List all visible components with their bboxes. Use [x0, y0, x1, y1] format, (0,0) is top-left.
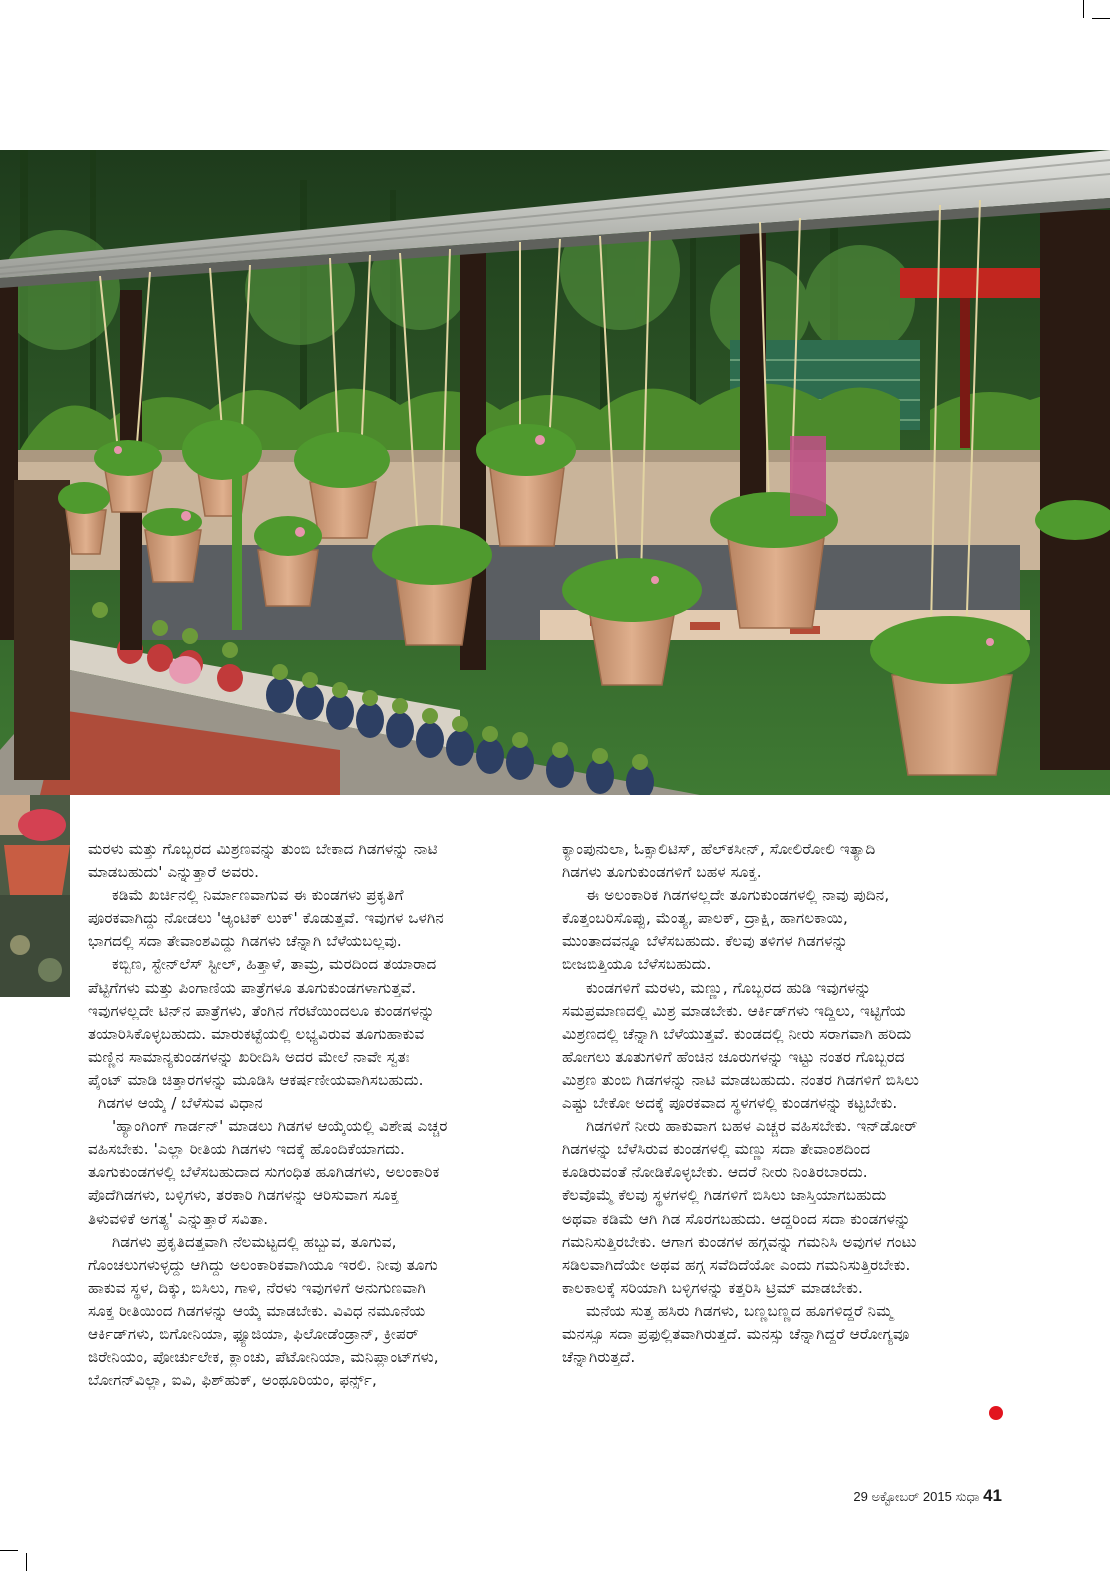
footer-page-number: 41 — [983, 1486, 1002, 1505]
text-line: ಆರ್ಕಿಡ್‌ಗಳು, ಬಿಗೋನಿಯಾ, ಫ್ಯೂಜಿಯಾ, ಫಿಲೋಡೆಂಡ್ರಾನ್, ಕ್ರೀಪರ್ — [88, 1324, 419, 1343]
text-line: ಕೊತ್ತಂಬರಿಸೊಪ್ಪು, ಮೆಂತ್ಯ, ಪಾಲಕ್, ದ್ರಾಕ್ಷಿ, ಹಾಗಲಕಾಯಿ, — [562, 909, 848, 928]
text-line: ಎಷ್ಟು ಬೇಕೋ ಅದಕ್ಕೆ ಪೂರಕವಾದ ಸ್ಥಳಗಳಲ್ಲಿ ಕುಂಡಗಳನ್ನು ಕಟ್ಟಬೇಕು. — [562, 1094, 898, 1113]
photo-strip-left — [0, 795, 70, 997]
text-line: ಬೋಗನ್‌ವಿಲ್ಲಾ, ಐವಿ, ಫಿಶ್‌ಹುಕ್, ಅಂಥೂರಿಯಂ, ಫರ್ನ್ಸ್, — [88, 1371, 377, 1390]
text-line: ತೂಗುಕುಂಡಗಳಲ್ಲಿ ಬೆಳೆಸಬಹುದಾದ ಸುಗಂಧಿತ ಹೂಗಿಡಗಳು, ಅಲಂಕಾರಿಕ — [88, 1163, 440, 1182]
text-line: ಗಿಡಗಳು ಪ್ರಕೃತಿದತ್ತವಾಗಿ ನೆಲಮಟ್ಟದಲ್ಲಿ ಹಬ್ಬುವ, ತೂಗುವ, — [112, 1232, 397, 1251]
article-end-mark — [989, 1406, 1003, 1420]
text-line: ಗಿಡಗಳ ಆಯ್ಕೆ / ಬೆಳೆಸುವ ವಿಧಾನ — [98, 1094, 263, 1113]
text-line: ಜಿರೇನಿಯಂ, ಪೋರ್ಚುಲೇಕ, ಕ್ಲಾಂಚು, ಪೆಟೋನಿಯಾ, ಮನಿಪ್ಲಾಂಟ್‌ಗಳು, — [88, 1348, 439, 1367]
text-line: 'ಹ್ಯಾಂಗಿಂಗ್ ಗಾರ್ಡನ್' ಮಾಡಲು ಗಿಡಗಳ ಆಯ್ಕೆಯಲ್ಲಿ ವಿಶೇಷ ಎಚ್ಚರ — [112, 1117, 448, 1136]
text-line: ಮಿಶ್ರಣ ತುಂಬಿ ಗಿಡಗಳನ್ನು ನಾಟಿ ಮಾಡಬಹುದು. ನಂತರ ಗಿಡಗಳಿಗೆ ಬಿಸಿಲು — [562, 1070, 920, 1089]
text-line: ಕ್ಯಾಂಪುನುಲಾ, ಓಕ್ಸಾಲಿಟಿಸ್, ಹೆಲ್‌ಕಸೀನ್, ಸೋಲಿರೋಲಿ ಇತ್ಯಾದಿ — [562, 840, 876, 858]
text-line: ಕಬ್ಬಿಣ, ಸ್ಟೇನ್‌ಲೆಸ್ ಸ್ಟೀಲ್, ಹಿತ್ತಾಳೆ, ತಾಮ್ರ, ಮರದಿಂದ ತಯಾರಾದ — [112, 955, 437, 974]
crop-mark-top-right-h — [1092, 18, 1110, 19]
text-line: ಕುಂಡಗಳಿಗೆ ಮರಳು, ಮಣ್ಣು, ಗೊಬ್ಬರದ ಹುಡಿ ಇವುಗಳನ್ನು — [586, 978, 872, 997]
page-footer — [853, 1486, 1002, 1506]
text-line: ಪೊದೆಗಿಡಗಳು, ಬಳ್ಳಿಗಳು, ತರಕಾರಿ ಗಿಡಗಳನ್ನು ಆರಿಸುವಾಗ ಸೂಕ್ತ — [88, 1186, 399, 1205]
text-line: ಹಾಕುವ ಸ್ಥಳ, ದಿಕ್ಕು, ಬಿಸಿಲು, ಗಾಳಿ, ನೆರಳು ಇವುಗಳಿಗೆ ಅನುಗುಣವಾಗಿ — [88, 1278, 426, 1297]
crop-mark-top-right-v — [1083, 0, 1084, 18]
text-line: ಪೈಂಟ್ ಮಾಡಿ ಚಿತ್ತಾರಗಳನ್ನು ಮೂಡಿಸಿ ಆಕರ್ಷಣೀಯವಾಗಿಸಬಹುದು. — [88, 1070, 424, 1089]
text-line: ಗಿಡಗಳನ್ನು ಬೆಳೆಸಿರುವ ಕುಂಡಗಳಲ್ಲಿ ಮಣ್ಣು ಸದಾ ತೇವಾಂಶದಿಂದ — [562, 1140, 871, 1159]
text-line: ವಹಿಸಬೇಕು. 'ಎಲ್ಲಾ ರೀತಿಯ ಗಿಡಗಳು ಇದಕ್ಕೆ ಹೊಂದಿಕೆಯಾಗದು. — [88, 1140, 405, 1159]
text-line: ಸೂಕ್ತ ರೀತಿಯಿಂದ ಗಿಡಗಳನ್ನು ಆಯ್ಕೆ ಮಾಡಬೇಕು. ವಿವಿಧ ನಮೂನೆಯ — [88, 1301, 426, 1320]
text-line: ಮಣ್ಣಿನ ಸಾಮಾನ್ಯಕುಂಡಗಳನ್ನು ಖರೀದಿಸಿ ಅದರ ಮೇಲೆ ನಾವೇ ಸ್ವತಃ — [88, 1047, 410, 1066]
text-line: ಭಾಗದಲ್ಲಿ ಸದಾ ತೇವಾಂಶವಿದ್ದು ಗಿಡಗಳು ಚೆನ್ನಾಗಿ ಬೆಳೆಯಬಲ್ಲವು. — [88, 932, 402, 951]
text-line: ಪೆಟ್ಟಿಗೆಗಳು ಮತ್ತು ಪಿಂಗಾಣಿಯ ಪಾತ್ರೆಗಳೂ ತೂಗುಕುಂಡಗಳಾಗುತ್ತವೆ. — [88, 978, 417, 997]
text-line: ಸಡಿಲವಾಗಿದೆಯೇ ಅಥವ ಹಗ್ಗ ಸವೆದಿದೆಯೋ ಎಂದು ಗಮನಿಸುತ್ತಿರಬೇಕು. — [562, 1255, 911, 1274]
text-line: ಮರಳು ಮತ್ತು ಗೊಬ್ಬರದ ಮಿಶ್ರಣವನ್ನು ತುಂಬಿ ಬೇಕಾದ ಗಿಡಗಳನ್ನು ನಾಟಿ — [88, 840, 438, 858]
text-line: ಕಡಿಮೆ ಖರ್ಚಿನಲ್ಲಿ ನಿರ್ಮಾಣವಾಗುವ ಈ ಕುಂಡಗಳು ಪ್ರಕೃತಿಗೆ — [112, 886, 404, 905]
text-line: ಕಾಲಕಾಲಕ್ಕೆ ಸರಿಯಾಗಿ ಬಳ್ಳಿಗಳನ್ನು ಕತ್ತರಿಸಿ ಟ್ರಿಮ್ ಮಾಡಬೇಕು. — [562, 1278, 863, 1297]
text-line: ಮನಸ್ಸೂ ಸದಾ ಪ್ರಫುಲ್ಲಿತವಾಗಿರುತ್ತದೆ. ಮನಸ್ಸು ಚೆನ್ನಾಗಿದ್ದರೆ ಆರೋಗ್ಯವೂ — [562, 1324, 910, 1343]
text-line: ಅಥವಾ ಕಡಿಮೆ ಆಗಿ ಗಿಡ ಸೊರಗಬಹುದು. ಆದ್ದರಿಂದ ಸದಾ ಕುಂಡಗಳನ್ನು — [562, 1209, 911, 1228]
text-line: ಕೆಲವೊಮ್ಮೆ ಕೆಲವು ಸ್ಥಳಗಳಲ್ಲಿ ಗಿಡಗಳಿಗೆ ಬಿಸಿಲು ಜಾಸ್ತಿಯಾಗಬಹುದು — [562, 1186, 887, 1205]
text-line: ಹೋಗಲು ತೂತುಗಳಿಗೆ ಹೆಂಚಿನ ಚೂರುಗಳನ್ನು ಇಟ್ಟು ನಂತರ ಗೊಬ್ಬರದ — [562, 1047, 905, 1066]
text-line: ಕೂಡಿರುವಂತೆ ನೋಡಿಕೊಳ್ಳಬೇಕು. ಆದರೆ ನೀರು ನಿಂತಿರಬಾರದು. — [562, 1163, 868, 1182]
text-line: ತಿಳುವಳಿಕೆ ಅಗತ್ಯ' ಎನ್ನುತ್ತಾರೆ ಸವಿತಾ. — [88, 1209, 269, 1228]
footer-magazine: ಸುಧಾ — [955, 1489, 980, 1504]
article-column-right — [562, 838, 1022, 1369]
text-line: ಗಮನಿಸುತ್ತಿರಬೇಕು. ಆಗಾಗ ಕುಂಡಗಳ ಹಗ್ಗವನ್ನು ಗಮನಿಸಿ ಅವುಗಳ ಗಂಟು — [562, 1232, 917, 1251]
crop-mark-bottom-left-v — [26, 1553, 27, 1571]
text-line: ಗಿಡಗಳು ತೂಗುಕುಂಡಗಳಿಗೆ ಬಹಳ ಸೂಕ್ತ. — [562, 863, 762, 882]
text-line: ಈ ಅಲಂಕಾರಿಕ ಗಿಡಗಳಲ್ಲದೇ ತೂಗುಕುಂಡಗಳಲ್ಲಿ ನಾವು ಪುದಿನ, — [586, 886, 890, 905]
text-line: ಮನೆಯ ಸುತ್ತ ಹಸಿರು ಗಿಡಗಳು, ಬಣ್ಣಬಣ್ಣದ ಹೂಗಳಿದ್ದರೆ ನಿಮ್ಮ — [586, 1301, 893, 1320]
text-line: ಪೂರಕವಾಗಿದ್ದು ನೋಡಲು 'ಆ್ಯಂಟಿಕ್ ಲುಕ್' ಕೊಡುತ್ತವೆ. ಇವುಗಳ ಒಳಗಿನ — [88, 909, 444, 928]
hanging-garden-photo — [0, 150, 1110, 795]
article-column-left — [88, 838, 543, 1392]
text-line: ತಯಾರಿಸಿಕೊಳ್ಳಬಹುದು. ಮಾರುಕಟ್ಟೆಯಲ್ಲಿ ಲಭ್ಯವಿರುವ ತೂಗುಹಾಕುವ — [88, 1024, 425, 1043]
footer-date: 29 ಅಕ್ಟೋಬರ್ 2015 — [853, 1489, 952, 1504]
text-line: ಮಿಶ್ರಣದಲ್ಲಿ ಚೆನ್ನಾಗಿ ಬೆಳೆಯುತ್ತವೆ. ಕುಂಡದಲ್ಲಿ ನೀರು ಸರಾಗವಾಗಿ ಹರಿದು — [562, 1024, 912, 1043]
text-line: ಚೆನ್ನಾಗಿರುತ್ತದೆ. — [562, 1348, 636, 1367]
text-line: ಇವುಗಳಲ್ಲದೇ ಟಿನ್‌ನ ಪಾತ್ರೆಗಳು, ತೆಂಗಿನ ಗೆರಟೆಯಿಂದಲೂ ಕುಂಡಗಳನ್ನು — [88, 1001, 435, 1020]
text-line: ಬೀಜಬಿತ್ತಿಯೂ ಬೆಳೆಸಬಹುದು. — [562, 955, 712, 974]
text-line: ಗೊಂಚಲುಗಳುಳ್ಳದ್ದು ಆಗಿದ್ದು ಅಲಂಕಾರಿಕವಾಗಿಯೂ ಇರಲಿ. ನೀವು ತೂಗು — [88, 1255, 438, 1274]
text-line: ಸಮಪ್ರಮಾಣದಲ್ಲಿ ಮಿಶ್ರ ಮಾಡಬೇಕು. ಆರ್ಕಿಡ್‌ಗಳು ಇದ್ದಿಲು, ಇಟ್ಟಿಗೆಯ — [562, 1001, 906, 1020]
crop-mark-bottom-left-h — [0, 1550, 18, 1551]
text-line: ಗಿಡಗಳಿಗೆ ನೀರು ಹಾಕುವಾಗ ಬಹಳ ಎಚ್ಚರ ವಹಿಸಬೇಕು. ಇನ್‌ಡೋರ್ — [586, 1117, 918, 1136]
text-line: ಮುಂತಾದವನ್ನೂ ಬೆಳೆಸಬಹುದು. ಕೆಲವು ತಳಿಗಳ ಗಿಡಗಳನ್ನು — [562, 932, 849, 951]
text-line: ಮಾಡಬಹುದು' ಎನ್ನುತ್ತಾರೆ ಅವರು. — [88, 863, 260, 882]
